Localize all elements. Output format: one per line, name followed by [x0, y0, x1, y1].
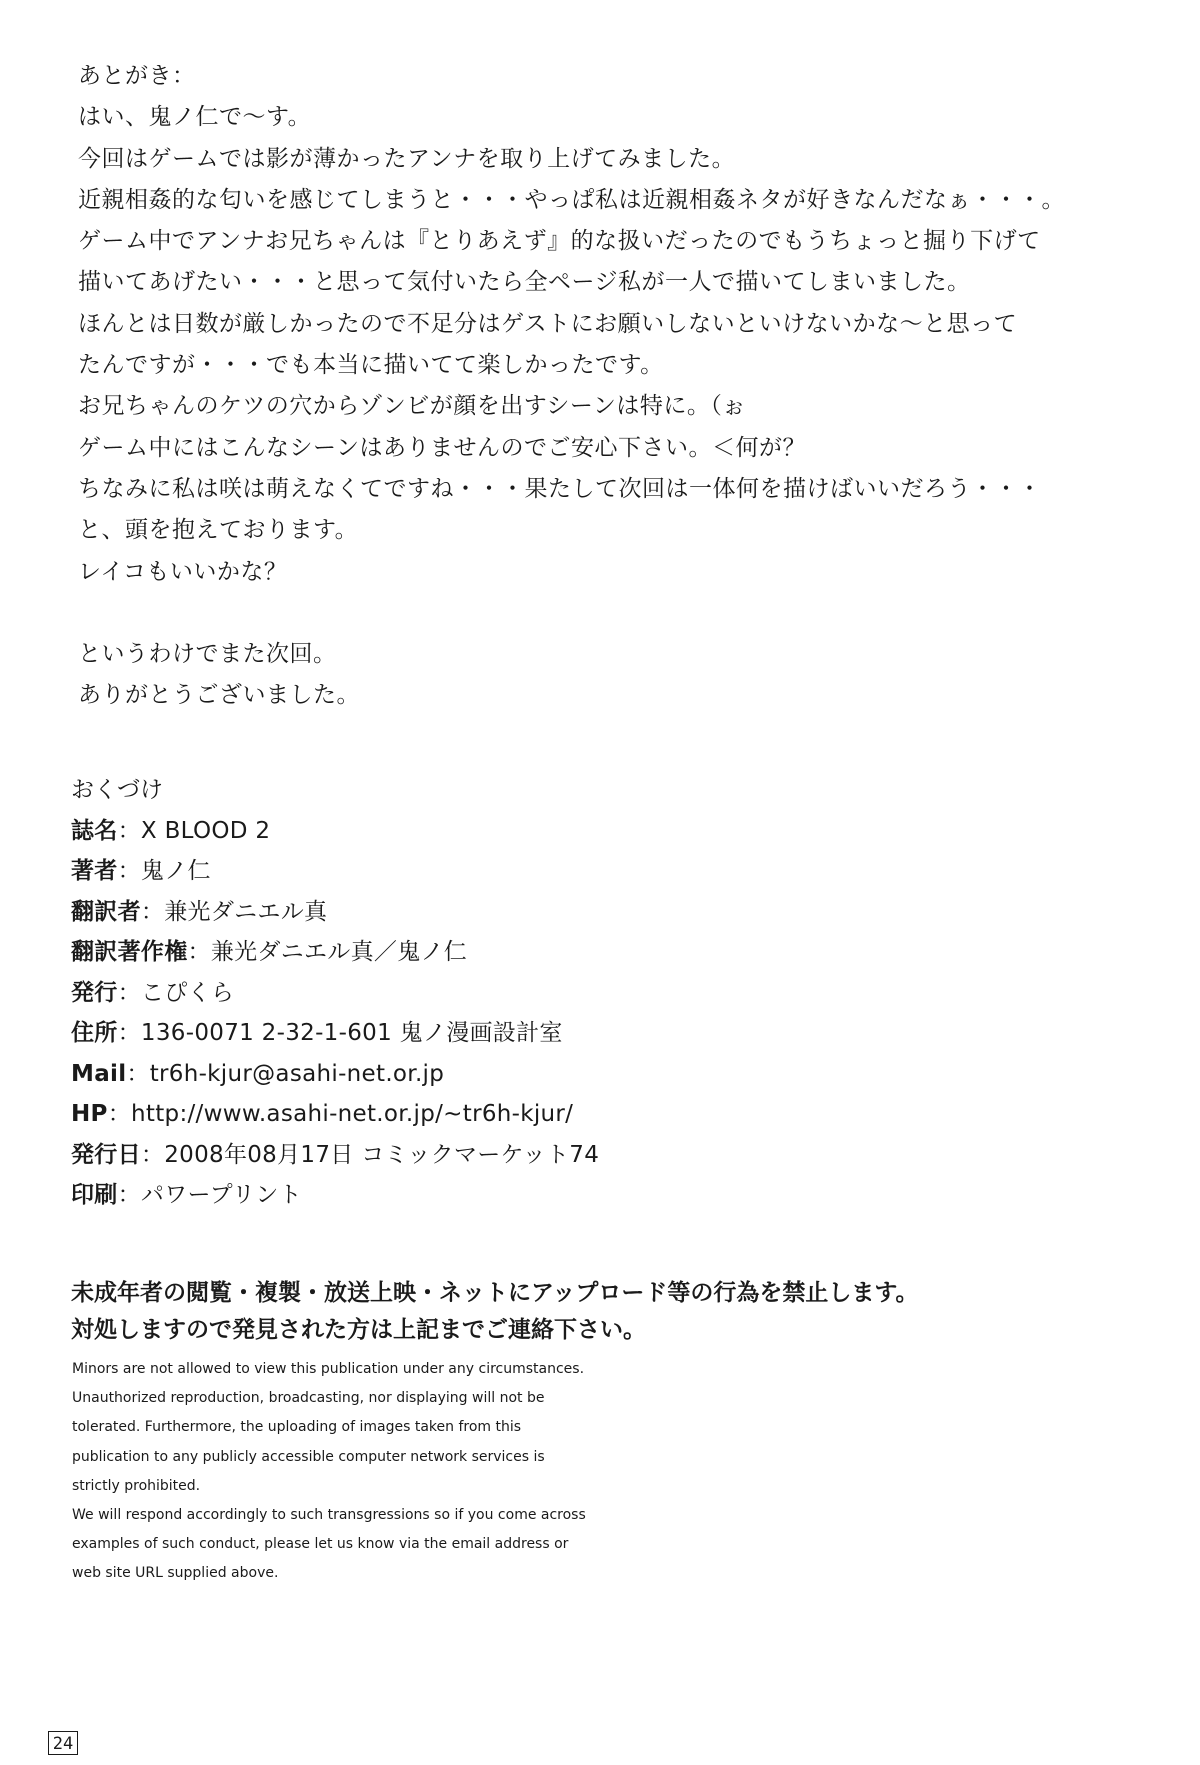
- colophon-row-address: [71, 1013, 1131, 1054]
- colophon-row-translation-copyright: [71, 932, 1131, 973]
- afterword-line: あとがき：: [78, 63, 196, 89]
- afterword-line: ゲーム中でアンナお兄ちゃんは『とりあえず』的な扱いだったのでもうちょっと掘り下げて: [78, 228, 1041, 255]
- afterword-line: 近親相姦的な匂いを感じてしまうと・・・やっぱ私は近親相姦ネタが好きなんだなぁ・・・。: [78, 186, 1065, 213]
- colophon-value: 136-0071 2-32-1-601 鬼ノ漫画設計室: [140, 1020, 563, 1046]
- colophon-value: こぴくら: [140, 979, 235, 1006]
- colophon-row-translator: [71, 892, 1131, 933]
- afterword-line: ゲーム中にはこんなシーンはありませんのでご安心下さい。＜何が？: [78, 434, 807, 461]
- colophon-value: 鬼ノ仁: [140, 858, 211, 884]
- page-number: 24: [48, 1731, 78, 1755]
- notice-line: publication to any publicly accessible computer network services is: [72, 1448, 545, 1465]
- colophon-value: 2008年08月17日 コミックマーケット74: [164, 1141, 600, 1168]
- colophon-value: 兼光ダニエル真: [164, 898, 328, 925]
- colophon-separator: ：: [117, 1182, 141, 1208]
- colophon-separator: ：: [126, 1060, 150, 1087]
- colophon-label: 発行日: [71, 1141, 141, 1168]
- notice-line: web site URL supplied above.: [72, 1565, 279, 1582]
- colophon-value: X BLOOD 2: [140, 817, 271, 844]
- colophon-separator: ：: [187, 939, 211, 965]
- colophon-value: パワープリント: [140, 1182, 302, 1208]
- colophon-row-printer: [71, 1175, 1131, 1216]
- closing-line: ありがとうございました。: [78, 682, 360, 709]
- colophon-row-author: [71, 851, 1131, 892]
- notice-line: strictly prohibited.: [72, 1477, 201, 1494]
- afterword-spacer: [78, 593, 1138, 634]
- notice-line: Minors are not allowed to view this publication under any circumstances.: [72, 1361, 585, 1377]
- colophon-row-title: [71, 811, 1131, 852]
- notice-line: tolerated. Furthermore, the uploading of images taken from this: [72, 1419, 522, 1436]
- colophon-label: 住所: [71, 1020, 118, 1046]
- afterword-line: お兄ちゃんのケツの穴からゾンビが顔を出すシーンは特に。（ぉ: [78, 393, 746, 420]
- afterword-line: はい、鬼ノ仁で～す。: [78, 104, 312, 131]
- afterword-line: 描いてあげたい・・・と思って気付いたら全ページ私が一人で描いてしまいました。: [78, 269, 971, 296]
- colophon-separator: ：: [140, 898, 165, 925]
- afterword-section: [78, 56, 1138, 716]
- colophon-label: 発行: [71, 979, 118, 1006]
- colophon-label: Mail: [71, 1060, 127, 1087]
- email-link[interactable]: tr6h-kjur@asahi-net.or.jp: [149, 1060, 445, 1087]
- homepage-link[interactable]: http://www.asahi-net.or.jp/~tr6h-kjur/: [131, 1101, 574, 1127]
- afterword-line: と、頭を抱えております。: [78, 517, 359, 544]
- afterword-line: たんですが・・・でも本当に描いてて楽しかったです。: [78, 352, 664, 379]
- colophon-heading: おくづけ: [71, 777, 163, 803]
- colophon-separator: ：: [117, 1020, 141, 1046]
- afterword-line: ほんとは日数が厳しかったので不足分はゲストにお願いしないといけないかな～と思って: [78, 310, 1018, 337]
- english-notice: [72, 1355, 692, 1589]
- colophon-row-publisher: [71, 973, 1131, 1014]
- colophon-separator: ：: [140, 1141, 165, 1168]
- colophon-section: [71, 770, 1131, 1216]
- notice-line: examples of such conduct, please let us know via the email address or: [72, 1536, 569, 1553]
- colophon-row-date: [71, 1135, 1131, 1176]
- colophon-label: HP: [71, 1101, 108, 1127]
- japanese-notice: [71, 1275, 1151, 1349]
- colophon-label: 印刷: [71, 1182, 118, 1208]
- afterword-line: レイコもいいかな？: [78, 558, 288, 585]
- colophon-label: 翻訳著作権: [71, 939, 188, 965]
- notice-line: We will respond accordingly to such transgressions so if you come across: [72, 1506, 586, 1523]
- colophon-value: 兼光ダニエル真／鬼ノ仁: [210, 939, 468, 965]
- colophon-separator: ：: [117, 858, 141, 884]
- notice-line: Unauthorized reproduction, broadcasting, nor displaying will not be: [72, 1390, 545, 1407]
- colophon-separator: ：: [107, 1101, 132, 1127]
- colophon-separator: ：: [117, 979, 141, 1006]
- colophon-row-homepage: [71, 1094, 1131, 1135]
- closing-line: というわけでまた次回。: [78, 640, 337, 667]
- colophon-row-mail: [71, 1054, 1131, 1095]
- notice-line: 未成年者の閲覧・複製・放送上映・ネットにアップロード等の行為を禁止します。: [71, 1280, 919, 1306]
- afterword-line: 今回はゲームでは影が薄かったアンナを取り上げてみました。: [78, 145, 736, 172]
- colophon-separator: ：: [117, 817, 141, 844]
- colophon-label: 著者: [71, 858, 118, 884]
- afterword-line: ちなみに私は咲は萌えなくてですね・・・果たして次回は一体何を描けばいいだろう・・・: [78, 475, 1042, 502]
- notice-line: 対処しますので発見された方は上記までご連絡下さい。: [71, 1317, 646, 1343]
- colophon-label: 翻訳者: [71, 898, 141, 925]
- colophon-label: 誌名: [71, 817, 118, 844]
